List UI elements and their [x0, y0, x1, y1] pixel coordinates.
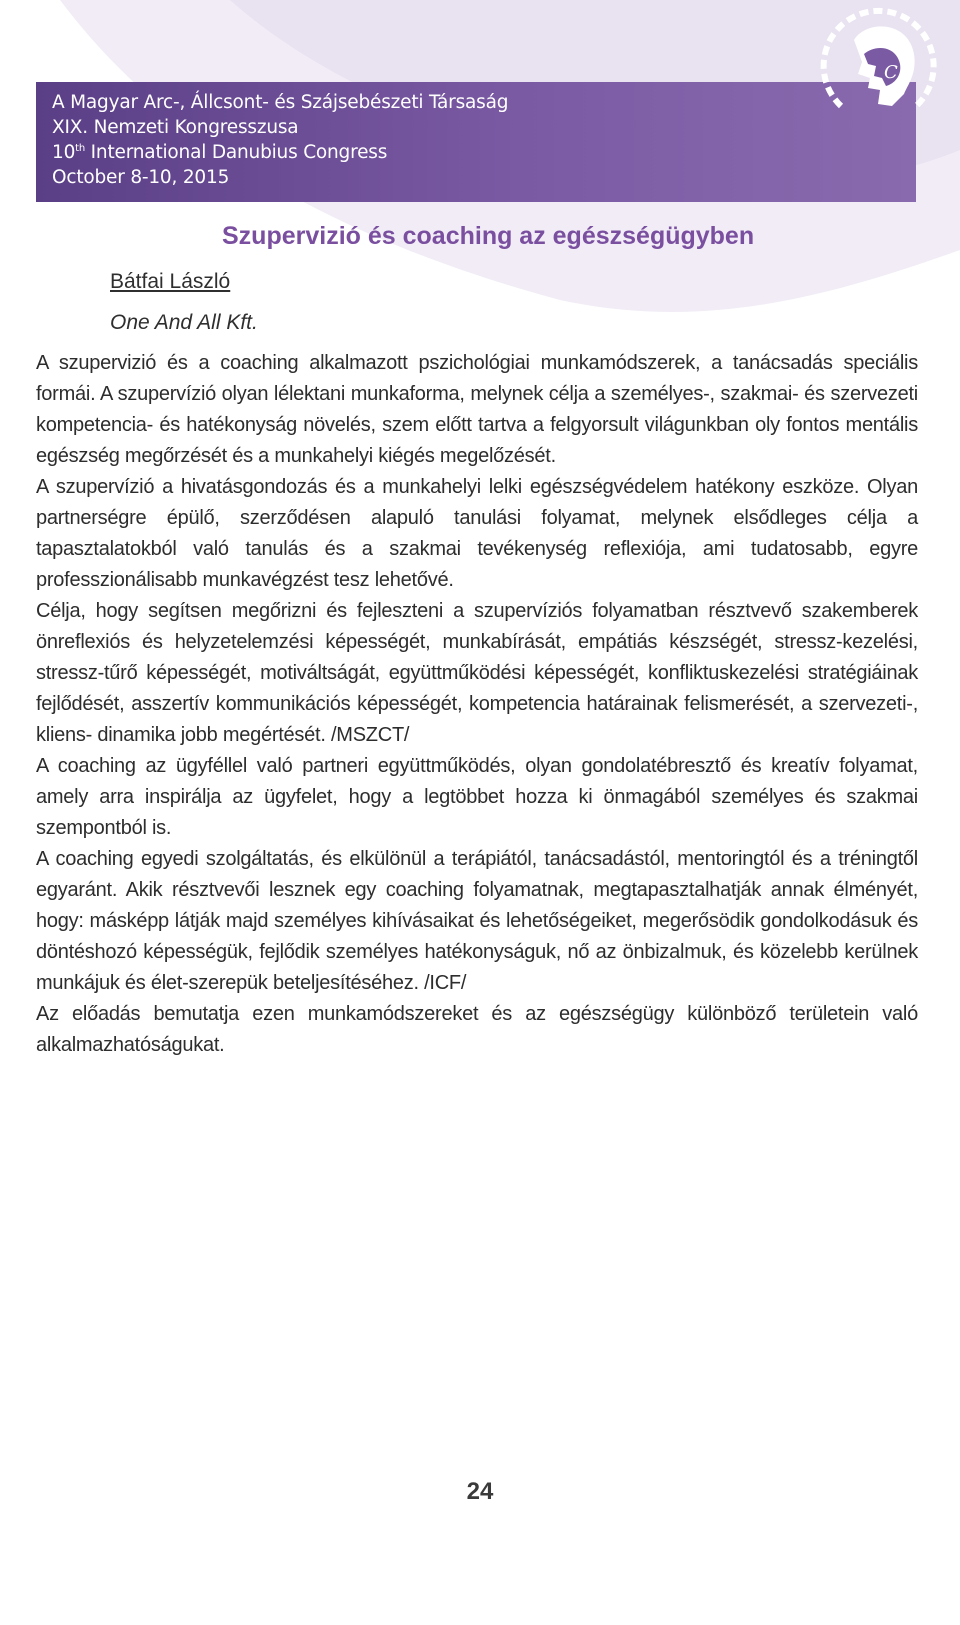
paragraph: Célja, hogy segítsen megőrizni és fejleszteni a szupervíziós folyamatban résztvevő szakemberek önreflexiós és helyzetelemzési képességét, munkabírását, empátiás készségét, stressz-kezelési, stressz-tűrő képességét, motiváltságát, együttműködési képességét, konfliktuskezelési stratégiáinak fejlődését, asszertív kommunikációs képességét, kompetencia határainak felismerését, a szervezeti-, kliens- dinamika jobb megértését. /MSZCT/: [36, 600, 918, 746]
page-number: 24: [466, 1478, 494, 1505]
congress-date: October 8-10, 2015: [52, 167, 230, 188]
congress-number: XIX. Nemzeti Kongresszusa: [52, 117, 299, 138]
paragraph: A coaching az ügyféllel való partneri együttműködés, olyan gondolatébresztő és kreatív folyamat, amely arra inspirálja az ügyfelet, hogy a legtöbbet hozza ki önmagából személyes és szakmai szempontból is.: [36, 755, 918, 839]
abstract-body: [36, 348, 918, 1061]
paragraph: A coaching egyedi szolgáltatás, és elkülönül a terápiától, tanácsadástól, mentoringtól és a tréningtől egyaránt. Akik résztvevői lesznek egy coaching folyamatnak, megtapasztalhatják annak élményét, hogy: másképp látják majd személyes kihívásaikat és lehetőségeiket, megerősödik gondolkodásuk és döntéshozó képességük, fejlődik személyes hatékonyságuk, nő az önbizalmuk, és közelebb kerülnek munkájuk és élet-szerepük beteljesítéséhez. /ICF/: [36, 848, 918, 994]
congress-info: [52, 90, 508, 190]
svg-text:C: C: [884, 62, 898, 83]
paragraph: A szupervízió a hivatásgondozás és a munkahelyi lelki egészségvédelem hatékony eszköze. Olyan partnerségre épülő, szerződésen alapuló tanulási folyamat, melynek elsődleges célja a tapasztalatokból való tanulás és a szakmai tevékenység reflexiója, ami tudatosabb, egyre professzionálisabb munkavégzést tesz lehetővé.: [36, 476, 918, 591]
congress-name: 10th International Danubius Congress: [52, 142, 388, 163]
author-affiliation: One And All Kft.: [110, 311, 258, 334]
author-name: Bátfai László: [110, 270, 231, 293]
congress-banner: [36, 82, 916, 202]
paragraph: A szupervizió és a coaching alkalmazott pszichológiai munkamódszerek, a tanácsadás speciális formái. A szupervízió olyan lélektani munkaforma, melynek célja a személyes-, szakmai- és szervezeti kompetencia- és hatékonyság növelés, szem előtt tartva a felgyorsult világunkban oly fontos mentális egészség megőrzését és a munkahelyi kiégés megelőzését.: [36, 352, 918, 467]
paragraph: Az előadás bemutatja ezen munkamódszereket és az egészségügy különböző területein való alkalmazhatóságukat.: [36, 1003, 918, 1056]
knight-helmet-logo-icon: [796, 0, 946, 138]
abstract-title: Szupervizió és coaching az egészségügyben: [222, 222, 755, 250]
society-name: A Magyar Arc-, Állcsont- és Szájsebészeti Társaság: [52, 92, 509, 113]
